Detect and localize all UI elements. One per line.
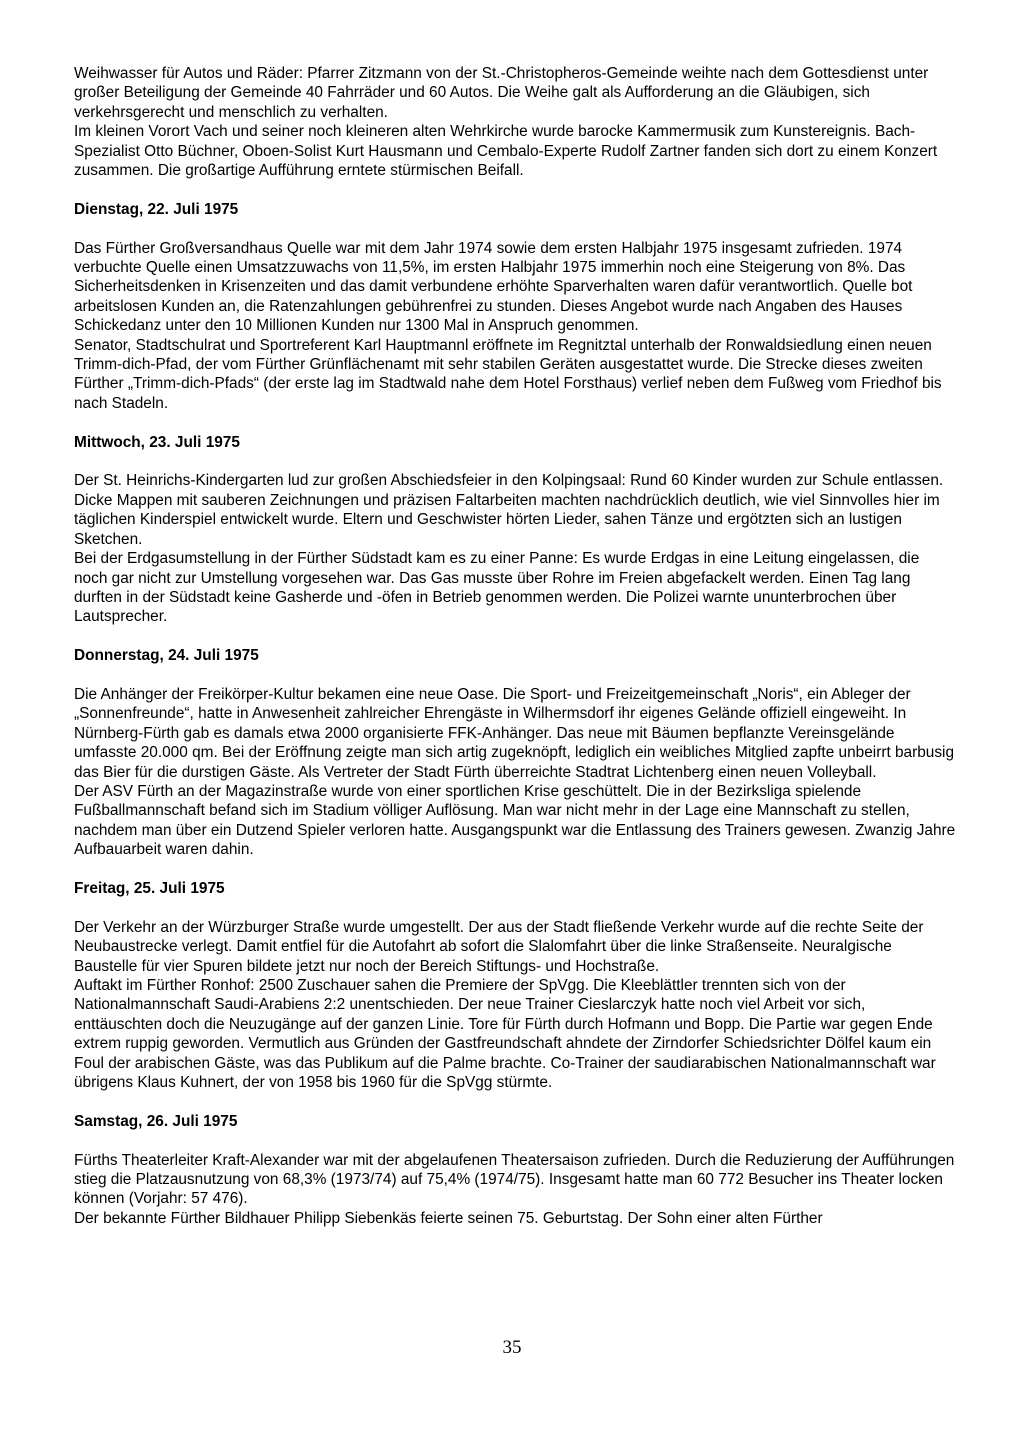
paragraph: Senator, Stadtschulrat und Sportreferent Karl Hauptmannl eröffnete im Regnitztal unterhalb der Ronwaldsiedlung einen neuen Trimm-dich-Pfad, der vom Fürther Grünflächenamt mit sehr stabilen Geräten ausgestattet wurde. Die Strecke dieses zweiten Fürther „Trimm-dich-Pfads“ (der erste lag im Stadtwald nahe dem Hotel Forsthaus) verlief neben dem Fußweg vom Friedhof bis nach Stadeln. <box>74 336 942 412</box>
paragraph: Auftakt im Fürther Ronhof: 2500 Zuschauer sahen die Premiere der SpVgg. Die Kleeblättler trennten sich von der Nationalmannschaft Saudi-Arabiens 2:2 unentschieden. Der neue Trainer Cieslarczyk hatte noch viel Arbeit vor sich, enttäuschten doch die Neuzugänge auf der ganzen Linie. Tore für Fürth durch Hofmann und Bopp. Die Partie war gegen Ende extrem ruppig geworden. Vermutlich aus Gründen der Gastfreundschaft ahndete der Zirndorfer Schiedsrichter Dölfel kaum ein Foul der arabischen Gäste, was das Publikum auf die Palme brachte. Co-Trainer der saudiarabischen Nationalmannschaft war übrigens Klaus Kuhnert, der von 1958 bis 1960 für die SpVgg stürmte. <box>74 976 936 1091</box>
paragraph: Fürths Theaterleiter Kraft-Alexander war mit der abgelaufenen Theatersaison zufrieden. Durch die Reduzierung der Aufführungen stieg die Platzausnutzung von 68,3% (1973/74) auf 75,4% (1974/75). Insgesamt hatte man 60 772 Besucher ins Theater locken können (Vorjahr: 57 476). <box>74 1151 955 1208</box>
page-number: 35 <box>502 1337 522 1358</box>
paragraph: Der St. Heinrichs-Kindergarten lud zur großen Abschiedsfeier in den Kolpingsaal: Rund 60 Kinder wurden zur Schule entlassen. Dicke Mappen mit sauberen Zeichnungen und präzisen Faltarbeiten machten nachdrücklich deutlich, wie viel Sinnvolles hier im täglichen Kinderspiel entwickelt wurde. Eltern und Geschwister hörten Lieder, sahen Tänze und ergötzten sich an lustigen Sketchen. <box>74 472 944 548</box>
day-heading: Donnerstag, 24. Juli 1975 <box>74 647 259 665</box>
paragraph: Weihwasser für Autos und Räder: Pfarrer Zitzmann von der St.-Christopheros-Gemeinde weihte nach dem Gottesdienst unter großer Beteiligung der Gemeinde 40 Fahrräder und 60 Autos. Die Weihe galt als Aufforderung an die Gläubigen, sich verkehrsgerecht und menschlich zu verhalten. <box>74 65 929 121</box>
day-heading: Mittwoch, 23. Juli 1975 <box>74 433 240 451</box>
paragraph: Der ASV Fürth an der Magazinstraße wurde von einer sportlichen Krise geschüttelt. Die in der Bezirksliga spielende Fußballmannschaft befand sich im Stadium völliger Auflösung. Man war nicht mehr in der Lage eine Mannschaft zu stellen, nachdem man über ein Dutzend Spieler verloren hatte. Ausgangspunkt war die Entlassung des Trainers gewesen. Zwanzig Jahre Aufbauarbeit waren dahin. <box>74 782 956 859</box>
day-heading: Freitag, 25. Juli 1975 <box>74 879 225 897</box>
paragraph: Bei der Erdgasumstellung in der Fürther Südstadt kam es zu einer Panne: Es wurde Erdgas in eine Leitung eingelassen, die noch gar nicht zur Umstellung vorgesehen war. Das Gas musste über Rohre im Freien abgefackelt werden. Einen Tag lang durften in der Südstadt keine Gasherde und -öfen in Betrieb genommen werden. Die Polizei warnte ununterbrochen über Lautsprecher. <box>74 550 920 626</box>
paragraph: Der Verkehr an der Würzburger Straße wurde umgestellt. Der aus der Stadt fließende Verkehr wurde auf die rechte Seite der Neubaustrecke verlegt. Damit entfiel für die Autofahrt ab sofort die Slalomfahrt über die linke Straßenseite. Neuralgische Baustelle für vier Spuren bildete jetzt nur noch der Bereich Stiftungs- und Hochstraße. <box>74 918 924 975</box>
document-content <box>74 64 956 1228</box>
paragraph: Der bekannte Fürther Bildhauer Philipp Siebenkäs feierte seinen 75. Geburtstag. Der Sohn einer alten Fürther <box>74 1209 823 1227</box>
paragraph: Das Fürther Großversandhaus Quelle war mit dem Jahr 1974 sowie dem ersten Halbjahr 1975 insgesamt zufrieden. 1974 verbuchte Quelle einen Umsatzzuwachs von 11,5%, im ersten Halbjahr 1975 immerhin noch eine Steigerung von 8%. Das Sicherheitsdenken in Krisenzeiten und das damit verbundene erhöhte Sparverhalten waren dafür verantwortlich. Quelle bot arbeitslosen Kunden an, die Ratenzahlungen gebührenfrei zu stunden. Dieses Angebot wurde nach Angaben des Hauses Schickedanz unter den 10 Millionen Kunden nur 1300 Mal in Anspruch genommen. <box>74 239 913 335</box>
paragraph: Im kleinen Vorort Vach und seiner noch kleineren alten Wehrkirche wurde barocke Kammermusik zum Kunstereignis. Bach-Spezialist Otto Büchner, Oboen-Solist Kurt Hausmann und Cembalo-Experte Rudolf Zartner fanden sich dort zu einem Konzert zusammen. Die großartige Aufführung erntete stürmischen Beifall. <box>74 123 938 180</box>
day-heading: Dienstag, 22. Juli 1975 <box>74 200 239 218</box>
paragraph: Die Anhänger der Freikörper-Kultur bekamen eine neue Oase. Die Sport- und Freizeitgemeinschaft „Noris“, ein Ableger der „Sonnenfreunde“, hatte in Anwesenheit zahlreicher Ehrengäste in Wilhermsdorf ihr eigenes Gelände offiziell eingeweiht. In Nürnberg-Fürth gab es damals etwa 2000 organisierte FFK-Anhänger. Das neue mit Bäumen bepflanzte Vereinsgelände umfasste 20.000 qm. Bei der Eröffnung zeigte man sich artig zugeknöpft, lediglich ein weibliches Mitglied zapfte unbeirrt barbusig das Bier für die durstigen Gäste. Als Vertreter der Stadt Fürth überreichte Stadtrat Lichtenberg einen neuen Volleyball. <box>74 685 955 781</box>
day-heading: Samstag, 26. Juli 1975 <box>74 1112 238 1130</box>
